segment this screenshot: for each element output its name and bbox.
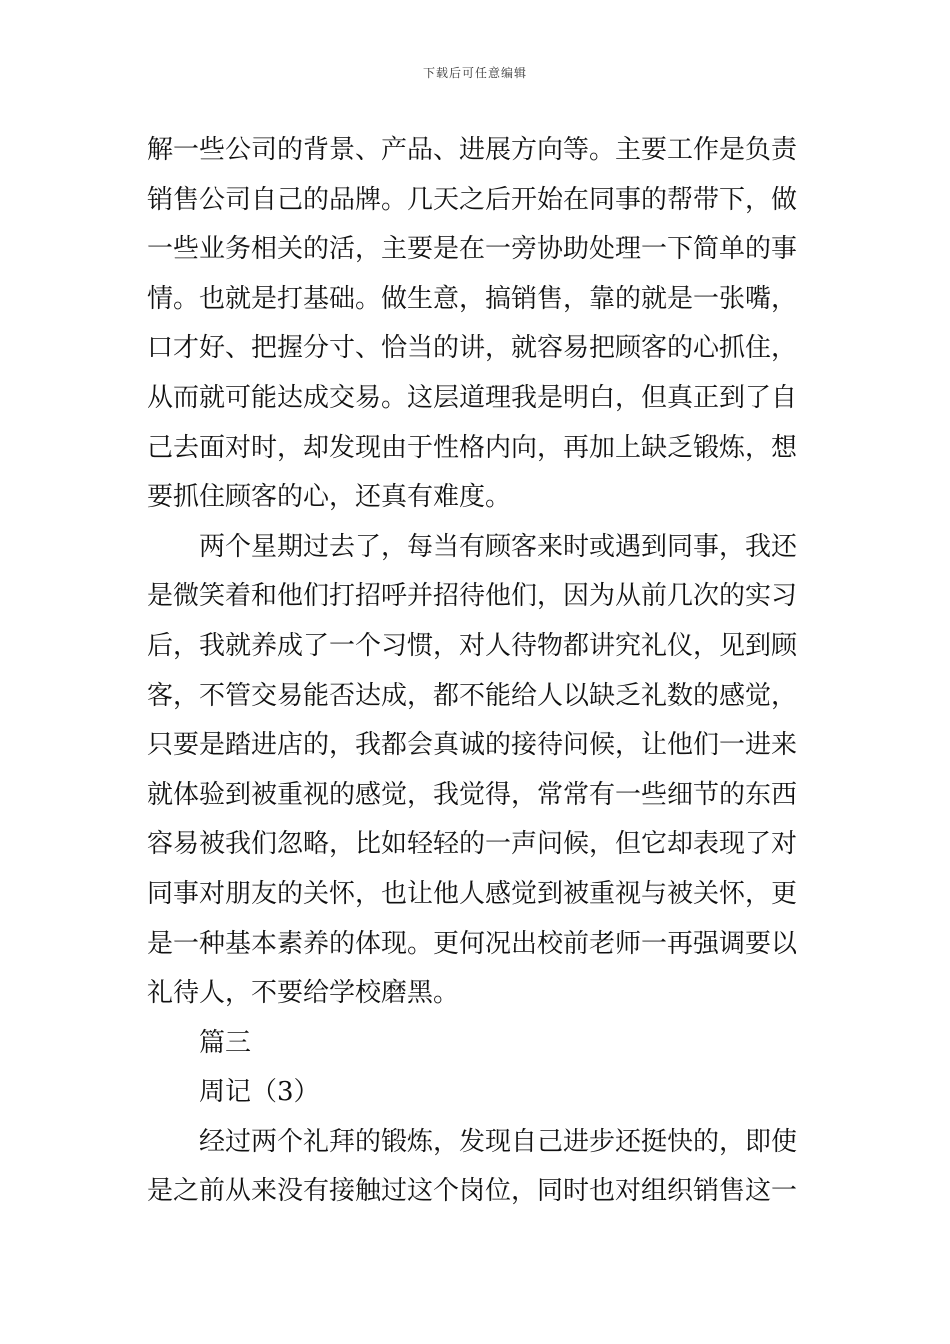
body-line-12: 客，不管交易能否达成，都不能给人以缺乏礼数的感觉， [147,680,798,711]
body-line-21: 经过两个礼拜的锻炼，发现自己进步还挺快的，即使 [199,1126,798,1157]
body-line-16: 同事对朋友的关怀，也让他人感觉到被重视与被关怀，更 [147,878,798,909]
body-line-2: 销售公司自己的品牌。几天之后开始在同事的帮带下，做 [147,184,798,215]
body-line-10: 是微笑着和他们打招呼并招待他们，因为从前几次的实习 [147,581,798,612]
body-line-3: 一些业务相关的活，主要是在一旁协助处理一下简单的事 [147,234,798,265]
body-line-15: 容易被我们忽略，比如轻轻的一声问候，但它却表现了对 [147,829,798,860]
body-line-8: 要抓住顾客的心，还真有难度。 [147,482,512,513]
body-line-4: 情。也就是打基础。做生意，搞销售，靠的就是一张嘴， [147,283,798,314]
body-line-14: 就体验到被重视的感觉，我觉得，常常有一些细节的东西 [147,779,798,810]
body-line-7: 己去面对时，却发现由于性格内向，再加上缺乏锻炼，想 [147,432,798,463]
section-heading: 篇三 [199,1027,252,1058]
body-line-6: 从而就可能达成交易。这层道理我是明白，但真正到了自 [147,382,798,413]
body-line-9: 两个星期过去了，每当有顾客来时或遇到同事，我还 [199,531,798,562]
subsection-heading: 周记（3） [199,1077,320,1108]
page-header: 下载后可任意编辑 [422,66,527,80]
document-body [147,126,807,1217]
body-line-5: 口才好、把握分寸、恰当的讲，就容易把顾客的心抓住， [147,333,798,364]
body-line-11: 后，我就养成了一个习惯，对人待物都讲究礼仪，见到顾 [147,630,798,661]
body-line-18: 礼待人，不要给学校磨黑。 [147,978,460,1009]
body-line-13: 只要是踏进店的，我都会真诚的接待问候，让他们一进来 [147,730,798,761]
body-line-22: 是之前从来没有接触过这个岗位，同时也对组织销售这一 [147,1176,798,1207]
body-line-17: 是一种基本素养的体现。更何况出校前老师一再强调要以 [147,928,798,959]
body-line-1: 解一些公司的背景、产品、进展方向等。主要工作是负责 [147,135,798,165]
